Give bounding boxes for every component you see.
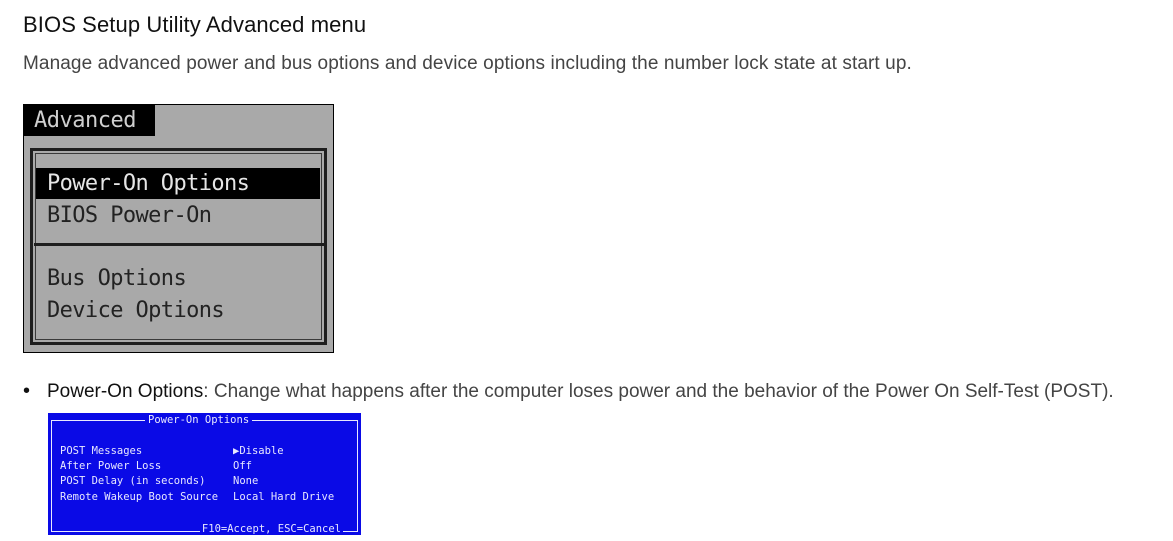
menu-item-device-options[interactable]: Device Options <box>47 298 225 323</box>
menu-item-bus-options[interactable]: Bus Options <box>47 266 187 291</box>
bullet-icon: • <box>23 380 31 402</box>
setting-label-post-messages: POST Messages <box>60 445 143 457</box>
bullet-text: : Change what happens after the computer loses power and the behavior of the Power On Self-Test (POST). <box>203 381 1114 402</box>
page-description: Manage advanced power and bus options and device options including the number lock state at start up. <box>23 53 912 74</box>
advanced-menu-screenshot <box>23 104 334 353</box>
page-title: BIOS Setup Utility Advanced menu <box>23 12 367 37</box>
menu-separator <box>34 243 324 246</box>
setting-value-remote-wakeup[interactable]: Local Hard Drive <box>233 491 335 503</box>
menu-item-bios-power-on[interactable]: BIOS Power-On <box>47 203 212 228</box>
dialog-title: Power-On Options <box>145 414 252 426</box>
dialog-footer-keys: F10=Accept, ESC=Cancel <box>201 523 341 535</box>
advanced-tab[interactable]: Advanced <box>24 105 155 136</box>
setting-label-remote-wakeup: Remote Wakeup Boot Source <box>60 491 219 503</box>
setting-value-after-power-loss[interactable]: Off <box>233 460 252 472</box>
bullet-item-power-on-options <box>23 380 1114 403</box>
setting-label-after-power-loss: After Power Loss <box>60 460 162 472</box>
setting-value-post-delay[interactable]: None <box>233 475 259 487</box>
setting-label-post-delay: POST Delay (in seconds) <box>60 475 206 487</box>
menu-item-power-on-options[interactable]: Power-On Options <box>36 168 320 199</box>
power-on-options-dialog <box>48 413 361 535</box>
bullet-term: Power-On Options <box>47 381 204 402</box>
setting-value-post-messages[interactable]: ▶Disable <box>233 445 284 457</box>
